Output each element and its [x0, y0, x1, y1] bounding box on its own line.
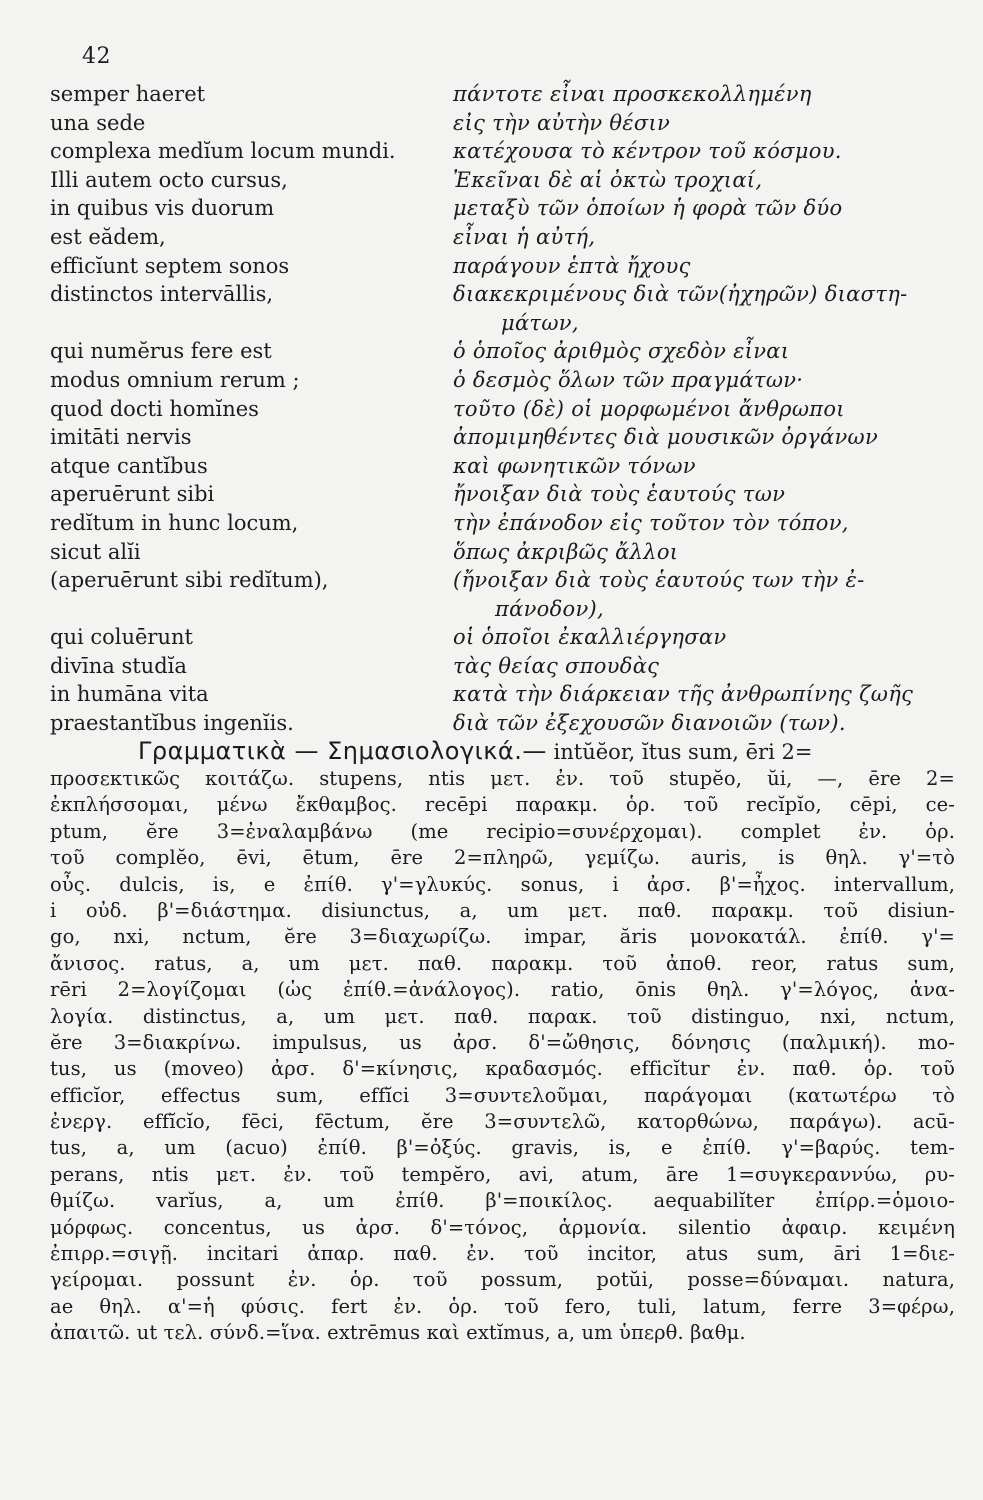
vocabulary-line: ae θηλ. α'=ἡ φύσις. fert ἐν. ὁρ. τοῦ fero, tuli, latum, ferre 3=φέρω, — [50, 1294, 955, 1318]
latin-text: Illi autem octo cursus, — [50, 167, 288, 192]
greek-translation: μεταξὺ τῶν ὁποίων ἡ φορὰ τῶν δύο — [453, 196, 843, 221]
vocabulary-notes — [50, 766, 955, 1347]
vocabulary-line: μόρφως. concentus, us ἀρσ. δ'=τόνος, ἁρμονία. silentio ἀφαιρ. κειμένη — [50, 1215, 955, 1239]
latin-text: semper haeret — [50, 82, 206, 106]
latin-text: una sede — [50, 110, 146, 135]
greek-translation: ὁ δεσμὸς ὅλων τῶν πραγμάτων· — [453, 367, 804, 392]
vocabulary-line: i οὐδ. β'=διάστημα. disiunctus, a, um μετ. παθ. παρακμ. τοῦ disiun- — [50, 898, 955, 922]
latin-text — [50, 309, 453, 338]
bilingual-row — [50, 309, 955, 338]
greek-translation: διακεκριμένους διὰ τῶν(ἠχηρῶν) διαστη- — [453, 282, 908, 307]
latin-text: quod docti homĭnes — [50, 396, 259, 421]
greek-translation: μάτων, — [501, 310, 579, 335]
greek-translation: ἀπομιμηθέντες διὰ μουσικῶν ὀργάνων — [453, 425, 879, 450]
greek-translation: ἤνοιξαν διὰ τοὺς ἑαυτούς των — [453, 482, 786, 507]
vocabulary-line: perans, ntis μετ. ἐν. τοῦ tempĕro, avi, atum, āre 1=συγκεραννύω, ρυ- — [50, 1162, 955, 1186]
bilingual-row — [50, 595, 955, 624]
vocabulary-line: ἐκπλήσσομαι, μένω ἔκθαμβος. recēpi παρακμ. ὁρ. τοῦ recĭpĭo, cēpi, ce- — [50, 793, 955, 817]
latin-text: praestantĭbus ingenĭis. — [50, 711, 294, 736]
bilingual-row — [50, 337, 955, 366]
greek-translation: εἶναι ἡ αὐτή, — [453, 224, 596, 249]
bilingual-row — [50, 709, 955, 738]
latin-text: sicut alĭi — [50, 539, 141, 564]
grammar-heading-rest: intŭĕor, ĭtus sum, ēri 2= — [546, 740, 813, 764]
greek-translation: τὰς θείας σπουδὰς — [453, 653, 660, 678]
latin-text: distinctos intervāllis, — [50, 282, 274, 307]
latin-text: in humāna vita — [50, 682, 209, 707]
bilingual-row — [50, 623, 955, 652]
bilingual-row — [50, 194, 955, 223]
latin-text — [50, 595, 453, 624]
bilingual-row — [50, 395, 955, 424]
greek-translation: κατέχουσα τὸ κέντρον τοῦ κόσμου. — [453, 139, 842, 164]
vocabulary-line: rēri 2=λογίζομαι (ὡς ἐπίθ.=ἀνάλογος). ratio, ōnis θηλ. γ'=λόγος, ἀνα- — [50, 978, 955, 1002]
grammar-heading-title: Γραμματικὰ — Σημασιολογικά.— — [138, 737, 547, 765]
greek-translation: τὴν ἐπάνοδον εἰς τοῦτον τὸν τόπον, — [453, 510, 849, 535]
bilingual-row — [50, 452, 955, 481]
bilingual-row — [50, 223, 955, 252]
greek-translation: ὅπως ἀκριβῶς ἄλλοι — [453, 539, 679, 564]
latin-text: qui numĕrus fere est — [50, 339, 272, 364]
page-number: 42 — [82, 44, 111, 69]
greek-translation: Ἐκεῖναι δὲ αἱ ὀκτὼ τροχιαί, — [453, 167, 763, 192]
greek-translation: παράγουν ἑπτὰ ἤχους — [453, 253, 691, 278]
latin-text: complexa medĭum locum mundi. — [50, 139, 396, 164]
bilingual-row — [50, 166, 955, 195]
latin-text: imitāti nervis — [50, 425, 192, 450]
bilingual-row — [50, 652, 955, 681]
vocabulary-line: ĕre 3=διακρίνω. impulsus, us ἀρσ. δ'=ὤθησις, δόνησις (παλμική). mo- — [50, 1030, 955, 1054]
bilingual-row — [50, 680, 955, 709]
greek-translation: διὰ τῶν ἐξεχουσῶν διανοιῶν (των). — [453, 711, 846, 736]
greek-translation: ὁ ὁποῖος ἀριθμὸς σχεδὸν εἶναι — [453, 339, 790, 364]
vocabulary-line: ptum, ĕre 3=ἐναλαμβάνω (me recipio=συνέρχομαι). complet ἐν. ὁρ. — [50, 819, 955, 843]
vocabulary-line: λογία. distinctus, a, um μετ. παθ. παρακ. τοῦ distinguo, nxi, nctum, — [50, 1004, 955, 1028]
greek-translation: εἰς τὴν αὐτὴν θέσιν — [453, 110, 671, 135]
grammar-heading-line — [50, 738, 955, 766]
vocabulary-line: τοῦ complĕo, ēvi, ētum, ēre 2=πληρῶ, γεμίζω. auris, is θηλ. γ'=τὸ — [50, 846, 955, 870]
greek-translation: καὶ φωνητικῶν τόνων — [453, 453, 696, 478]
latin-text: modus omnium rerum ; — [50, 367, 300, 392]
latin-text: qui coluērunt — [50, 625, 193, 650]
latin-text: (aperuērunt sibi redĭtum), — [50, 568, 329, 593]
latin-text: atque cantĭbus — [50, 453, 208, 478]
greek-translation: κατὰ τὴν διάρκειαν τῆς ἀνθρωπίνης ζωῆς — [453, 682, 914, 707]
bilingual-row — [50, 109, 955, 138]
bilingual-row — [50, 480, 955, 509]
greek-translation: οἱ ὁποῖοι ἐκαλλιέργησαν — [453, 625, 727, 650]
bilingual-text — [50, 80, 955, 738]
vocabulary-line: ἀπαιτῶ. ut τελ. σύνδ.=ἵνα. extrēmus καὶ extĭmus, a, um ὑπερθ. βαθμ. — [50, 1321, 746, 1345]
bilingual-row — [50, 252, 955, 281]
bilingual-row — [50, 538, 955, 567]
vocabulary-line: tus, a, um (acuo) ἐπίθ. β'=ὀξύς. gravis, is, e ἐπίθ. γ'=βαρύς. tem- — [50, 1136, 955, 1160]
vocabulary-line: προσεκτικῶς κοιτάζω. stupens, ntis μετ. ἐν. τοῦ stupĕo, ŭi, —, ēre 2= — [50, 767, 955, 790]
bilingual-row — [50, 80, 955, 109]
vocabulary-line: tus, us (moveo) ἀρσ. δ'=κίνησις, κραδασμός. efficĭtur ἐν. παθ. ὁρ. τοῦ — [50, 1057, 955, 1081]
latin-text: redĭtum in hunc locum, — [50, 510, 299, 535]
bilingual-row — [50, 509, 955, 538]
bilingual-row — [50, 366, 955, 395]
bilingual-row — [50, 280, 955, 309]
vocabulary-line: γείρομαι. possunt ἐν. ὁρ. τοῦ possum, potŭi, posse=δύναμαι. natura, — [50, 1268, 955, 1292]
latin-text: divīna studĭa — [50, 653, 187, 678]
latin-text: aperuērunt sibi — [50, 482, 215, 507]
vocabulary-line: go, nxi, nctum, ĕre 3=διαχωρίζω. impar, ăris μονοκατάλ. ἐπίθ. γ'= — [50, 925, 955, 949]
greek-translation: πάνοδον), — [495, 596, 605, 621]
vocabulary-line: efficĭor, effectus sum, effĭci 3=συντελοῦμαι, παράγομαι (κατωτέρω τὸ — [50, 1083, 955, 1107]
vocabulary-line: οὖς. dulcis, is, e ἐπίθ. γ'=γλυκύς. sonus, i ἀρσ. β'=ἦχος. intervallum, — [50, 872, 955, 896]
bilingual-row — [50, 423, 955, 452]
vocabulary-line: ἐπιρρ.=σιγῇ. incitari ἀπαρ. παθ. ἐν. τοῦ incitor, atus sum, āri 1=διε- — [50, 1242, 955, 1266]
vocabulary-line: ἄνισος. ratus, a, um μετ. παθ. παρακμ. τοῦ ἀποθ. reor, ratus sum, — [50, 951, 955, 975]
latin-text: efficĭunt septem sonos — [50, 253, 290, 278]
greek-translation: πάντοτε εἶναι προσκεκολλημένη — [453, 82, 812, 106]
vocabulary-line: θμίζω. varĭus, a, um ἐπίθ. β'=ποικίλος. aequabilĭter ἐπίρρ.=ὁμοιο- — [50, 1189, 955, 1213]
latin-text: est eădem, — [50, 224, 166, 249]
greek-translation: τοῦτο (δὲ) οἱ μορφωμένοι ἄνθρωποι — [453, 396, 845, 421]
bilingual-row — [50, 137, 955, 166]
bilingual-row — [50, 566, 955, 595]
latin-text: in quibus vis duorum — [50, 196, 275, 221]
greek-translation: (ἤνοιξαν διὰ τοὺς ἑαυτούς των τὴν ἐ- — [453, 568, 865, 593]
vocabulary-line: ἐνεργ. effĭcĭo, fēci, fēctum, ĕre 3=συντελῶ, κατορθώνω, παράγω). acū- — [50, 1110, 955, 1134]
